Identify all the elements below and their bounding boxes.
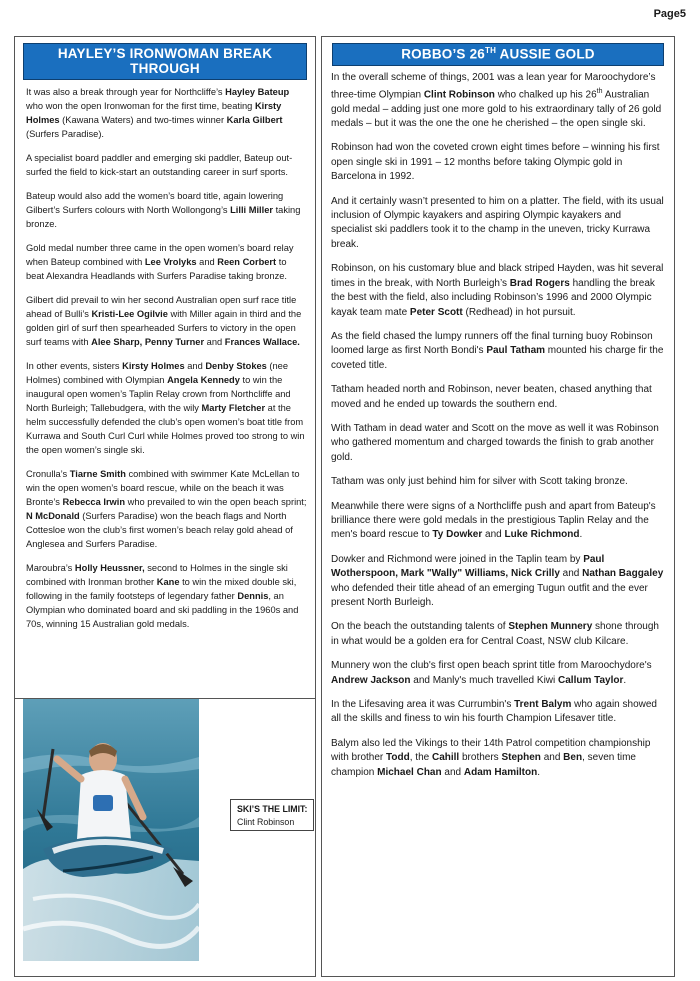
text-run: th — [596, 87, 603, 95]
text-run: Australian gold medal – adding just one more gold to his extraordinary tally of 26 gold medals – but it was the one the one he cherished – the open single ski. — [331, 89, 662, 130]
text-run: In the overall scheme of things, 2001 was a lean year for Maroochydore’s three-time Olympian — [331, 71, 656, 101]
right-paragraph — [331, 620, 664, 649]
bold-name: Denby Stokes — [205, 361, 267, 371]
bold-name: Paul Tatham — [486, 345, 546, 357]
bold-name: Peter Scott — [409, 306, 463, 318]
bold-name: Callum Taylor — [558, 674, 624, 686]
text-run: (Redhead) in hot pursuit. — [462, 306, 576, 318]
caption-text: Clint Robinson — [237, 817, 295, 827]
right-paragraph — [331, 141, 664, 184]
text-run: (Surfers Paradise) won the beach flags and North Cottesloe won the club’s first women’s beach relay gold ahead of Anglesea and Surfers Paradise. — [26, 511, 293, 549]
bold-name: Brad Rogers — [509, 277, 570, 289]
bold-name: Frances Wallace. — [224, 337, 300, 347]
text-run: who won the open Ironwoman for the first time, beating — [26, 101, 255, 111]
bold-name: Adam Hamilton — [463, 766, 538, 778]
right-paragraph — [331, 698, 664, 727]
right-column — [321, 36, 675, 977]
bold-name: Tiarne Smith — [69, 469, 126, 479]
text-run: brothers — [459, 752, 502, 764]
bold-name: Todd — [386, 752, 410, 764]
text-run: (nee Holmes) combined with Olympian — [26, 361, 289, 385]
bold-name: Marty Fletcher — [201, 403, 266, 413]
page-number: Page5 — [653, 8, 686, 20]
right-paragraph — [331, 553, 664, 611]
right-paragraph — [331, 195, 664, 253]
text-run: , an Olympian who dominated board and ski paddling in the 1960s and 70s, winning 15 Australian gold medals. — [26, 591, 299, 629]
bold-name: Kirsty Holmes — [26, 101, 282, 125]
text-run: Dowker and Richmond were joined in the Taplin team by — [331, 553, 584, 565]
bold-name: Stephen Munnery — [508, 621, 593, 633]
text-run: As the field chased the lumpy runners off the final turning buoy Robinson loomed large as first North Bondi's — [331, 330, 653, 357]
bold-name: Paul Wotherspoon, Mark "Wally" Williams, Nick Crilly — [331, 553, 605, 580]
text-run: , the — [409, 752, 432, 764]
text-run: who chalked up his 26 — [494, 89, 597, 101]
bold-name: Holly Heussner, — [74, 563, 145, 573]
text-run: and — [540, 752, 564, 764]
photo-caption — [230, 799, 314, 831]
bold-name: Ty Dowker — [432, 529, 483, 541]
bold-name: Cahill — [431, 752, 460, 764]
text-run: and — [559, 568, 583, 580]
text-run: And it certainly wasn’t presented to him on a platter. The field, with its usual inclusion of Olympic kayakers and aspiring Olympic kayakers and specialist ski paddlers took it to the champ in the uneven, tricky Kurrawa break. — [331, 195, 664, 250]
text-run: mounted his charge fir the coveted title. — [331, 345, 664, 371]
text-run: second to Holmes in the single ski combined with Ironman brother — [26, 563, 288, 587]
text-run: combined with swimmer Kate McLellan to win the open women’s board rescue, while on the beach it was Bronte’s — [26, 469, 300, 507]
left-article-body — [15, 85, 315, 631]
right-article-body — [322, 71, 674, 781]
bold-name: Kristi-Lee Ogilvie — [91, 309, 168, 319]
bold-name: Karla Gilbert — [226, 115, 283, 125]
bold-name: Lilli Miller — [230, 205, 273, 215]
left-paragraph — [26, 85, 307, 141]
right-article-title — [332, 43, 664, 66]
text-run: , seven time champion — [331, 752, 636, 778]
right-paragraph — [331, 737, 664, 780]
text-run: at the helm successfully defended the club’s open women’s boat title from Kurrawa and South Curl Curl while Holmes proved too strong to win the open women’s single ski. — [26, 403, 305, 455]
bold-name: Michael Chan — [377, 766, 442, 778]
text-run: It was also a break through year for Northcliffe’s — [26, 87, 226, 97]
left-paragraph — [26, 241, 307, 283]
text-run: (Kawana Waters) and two-times winner — [59, 115, 227, 125]
text-run: In the Lifesaving area it was Currumbin's — [331, 699, 515, 711]
bold-name: Andrew Jackson — [331, 674, 411, 686]
text-run: and — [482, 529, 505, 541]
text-run: A specialist board paddler and emerging ski paddler, Bateup out-surfed the field to kick-start an outstanding career in surf sports. — [26, 153, 293, 177]
right-paragraph — [331, 330, 664, 373]
right-paragraph — [331, 475, 664, 489]
text-run: Cronulla’s — [26, 469, 70, 479]
bold-name: Rebecca Irwin — [62, 497, 126, 507]
text-run: Munnery won the club's first open beach sprint title from Maroochydore's — [331, 660, 652, 672]
text-run: Robinson had won the coveted crown eight times before – winning his first open single ski in 1991 – 12 months before taking Olympic gold in Barcelona in 1992. — [331, 142, 660, 183]
bold-name: Kirsty Holmes — [122, 361, 185, 371]
right-paragraph — [331, 262, 664, 320]
bold-name: Stephen — [501, 752, 541, 764]
text-run: With Tatham in dead water and Scott on the move as well it was Robinson who gathered momentum and charged towards the finish to grab another gold. — [331, 422, 659, 463]
right-paragraph — [331, 500, 664, 543]
bold-name: Clint Robinson — [423, 89, 495, 101]
text-run: Robinson, on his customary blue and black striped Hayden, was hit several times in the break, with North Burleigh’s — [331, 263, 664, 289]
left-paragraph — [26, 293, 307, 349]
text-run: and — [204, 337, 225, 347]
text-run: handling the break the best with the field, also including Robinson’s 1996 and 2000 Olympic kayak team mate — [331, 277, 655, 318]
right-paragraph — [331, 383, 664, 412]
title-text: ROBBO’S 26 — [401, 46, 486, 62]
caption-title: SKI’S THE LIMIT: — [237, 804, 308, 814]
text-run: Tatham headed north and Robinson, never beaten, chased anything that moved and he ended up towards the southern end. — [331, 384, 652, 410]
text-run: . — [579, 529, 583, 541]
text-run: to beat Alexandra Headlands with Surfers Paradise taking bronze. — [26, 257, 287, 281]
bold-name: Angela Kennedy — [167, 375, 240, 385]
text-run: . — [623, 674, 627, 686]
bold-name: Luke Richmond — [504, 529, 580, 541]
bold-name: Kane — [156, 577, 180, 587]
right-paragraph — [331, 71, 664, 132]
title-ordinal: TH — [485, 46, 497, 55]
text-run: who again showed all the skills and finess to win his fourth Champion Lifesaver title. — [331, 699, 657, 725]
text-run: who prevailed to win the open beach sprint; — [125, 497, 307, 507]
left-paragraph — [26, 561, 307, 631]
text-run: Gilbert did prevail to win her second Australian open surf race title ahead of Bulli’s — [26, 295, 297, 319]
text-run: Balym also led the Vikings to their 14th Patrol competition championship with brother — [331, 737, 651, 764]
text-run: Bateup would also add the women’s board title, again lowering Gilbert’s Surfers colours with North Wollongong’s — [26, 191, 284, 215]
right-paragraph — [331, 422, 664, 465]
kayaker-illustration — [23, 699, 199, 961]
text-run: Gold medal number three came in the open women’s board relay when Bateup combined with — [26, 243, 294, 267]
text-run: taking bronze. — [26, 205, 301, 229]
text-run: . — [537, 766, 540, 778]
text-run: (Surfers Paradise). — [26, 129, 105, 139]
text-run: to win the mixed double ski, following in the family footsteps of legendary father — [26, 577, 297, 601]
text-run: with Miller again in third and the golden girl of surf then spearheaded Surfers to victory in the open surf teams with — [26, 309, 302, 347]
bold-name: Ben — [563, 752, 583, 764]
text-run: and Manly's much travelled Kiwi — [410, 674, 559, 686]
text-run: shone through in what would be a golden era for Central Coast, NSW club Kilcare. — [331, 621, 659, 647]
bold-name: Alee Sharp, Penny Turner — [91, 337, 205, 347]
bold-name: Lee Vrolyks — [144, 257, 197, 267]
bold-name: N McDonald — [26, 511, 80, 521]
right-paragraph — [331, 659, 664, 688]
text-run: Meanwhile there were signs of a Northcliffe push and apart from Bateup's brilliance there were gold medals in the prestigious Taplin Relay and the men's board rescue to — [331, 500, 656, 541]
left-article-title: HAYLEY’S IRONWOMAN BREAK THROUGH — [23, 43, 307, 80]
text-run: On the beach the outstanding talents of — [331, 621, 509, 633]
bold-name: Reen Corbert — [217, 257, 277, 267]
left-paragraph — [26, 151, 307, 179]
text-run: In other events, sisters — [26, 361, 123, 371]
bold-name: Nathan Baggaley — [582, 568, 664, 580]
title-text-end: AUSSIE GOLD — [496, 46, 595, 62]
text-run: Tatham was only just behind him for silver with Scott taking bronze. — [331, 476, 628, 488]
text-run: and — [196, 257, 218, 267]
left-paragraph — [26, 359, 307, 457]
text-run: who defended their title ahead of an emerging Tugun outfit and the ever present North Burleigh. — [331, 582, 648, 609]
bold-name: Dennis — [237, 591, 269, 601]
photo-panel — [14, 698, 316, 977]
left-paragraph — [26, 467, 307, 551]
left-paragraph — [26, 189, 307, 231]
text-run: Maroubra’s — [26, 563, 75, 573]
text-run: and — [441, 766, 464, 778]
bold-name: Hayley Bateup — [225, 87, 290, 97]
kayaker-photo — [23, 699, 199, 961]
text-run: to win the inaugural open women’s Taplin Relay crown from Northcliffe and North Burleigh; Tallebudgera, with the wily — [26, 375, 291, 413]
bold-name: Trent Balym — [514, 699, 572, 711]
text-run: and — [184, 361, 206, 371]
